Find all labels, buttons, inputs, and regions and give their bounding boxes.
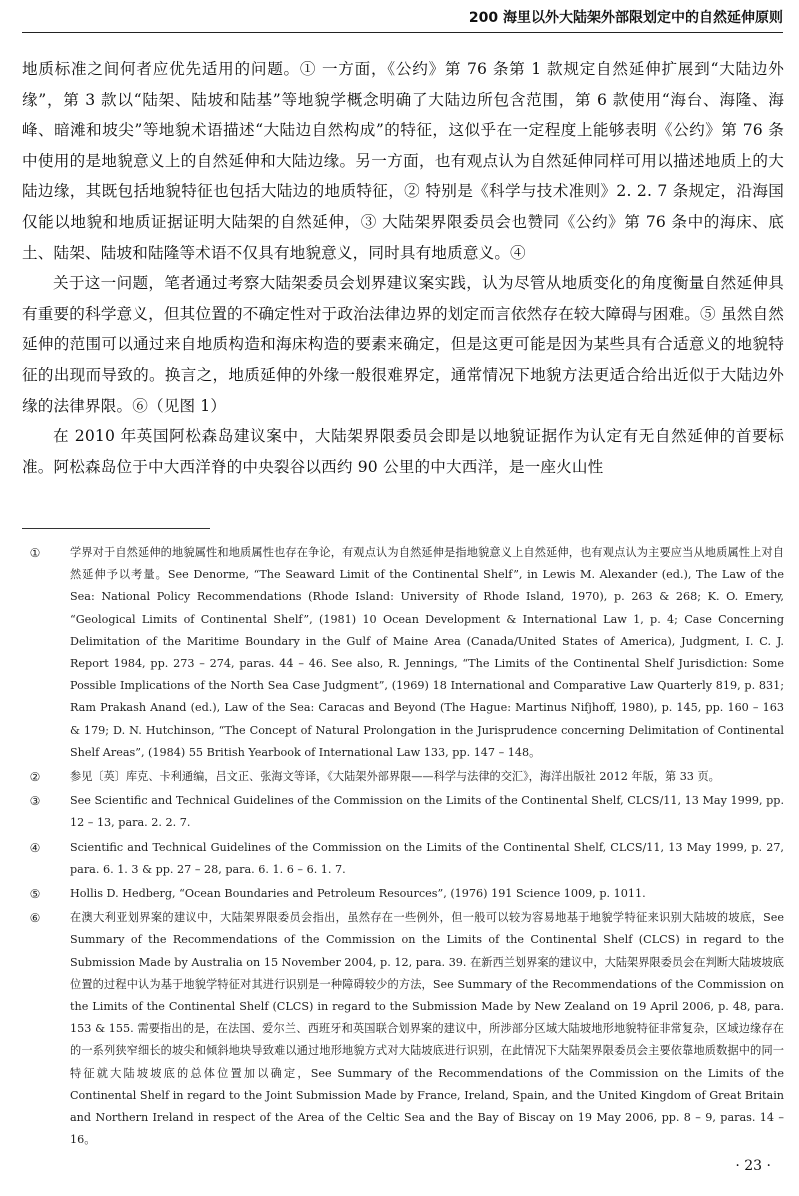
footnotes — [22, 542, 784, 1153]
footnote-6 — [22, 907, 784, 1151]
running-header — [22, 6, 783, 33]
footnote-1 — [22, 542, 784, 764]
footnote-text: See Scientific and Technical Guidelines of the Commission on the Limits of the Continental Shelf, CLCS/11, 13 May 1999, pp. 12 – 13, para. 2. 2. 7. — [70, 794, 784, 830]
footnote-text: Hollis D. Hedberg, “Ocean Boundaries and Petroleum Resources”, (1976) 191 Science 1009, p. 1011. — [70, 887, 646, 901]
footnote-2 — [22, 766, 784, 788]
footnote-number: ② — [29, 770, 41, 785]
footnote-number: ① — [29, 546, 41, 560]
main-text — [22, 54, 784, 482]
footnote-text: Scientific and Technical Guidelines of the Commission on the Limits of the Continental Shelf, CLCS/11, 13 May 1999, p. 27, para. 6. 1. 3 & pp. 27 – 28, para. 6. 1. 6 – 6. 1. 7. — [70, 840, 784, 876]
footnote-text: 参见〔英〕库克、卡利通编，吕文正、张海文等译，《大陆架外部界限——科学与法律的交汇》，海洋出版社 2012 年版，第 33 页。 — [70, 770, 720, 784]
footnote-number: ④ — [29, 840, 41, 855]
footnote-5 — [22, 883, 784, 905]
paragraph-3: 在 2010 年英国阿松森岛建议案中，大陆架界限委员会即是以地貌证据作为认定有无自然延伸的首要标准。阿松森岛位于中大西洋脊的中央裂谷以西约 90 公里的中大西洋，是一座火山性 — [22, 427, 784, 476]
footnote-number: ③ — [29, 794, 41, 809]
page-number: · 23 · — [735, 1158, 771, 1174]
footnote-text: 在澳大利亚划界案的建议中，大陆架界限委员会指出，虽然存在一些例外，但一般可以较为容易地基于地貌学特征来识别大陆坡的坡底，See Summary of the Recommendations of the Commission on the Limits of the Continental Shelf (CLCS) in regard to the Submission Made by Australia on 15 November 2004, p. 12, para. 39. 在新西兰划界案的建议中，大陆架界限委员会在判断大陆坡坡底位置的过程中认为基于地貌学特征对其进行识别是一种障碍较少的方法，See Summary of the Recommendations of the Commission on the Limits of the Continental Shelf (CLCS) in regard to the Submission Made by New Zealand on 19 April 2006, p. 48, para. 153 & 155. 需要指出的是，在法国、爱尔兰、西班牙和英国联合划界案的建议中，所涉部分区域大陆坡地形地貌特征非常复杂，区域边缘存在的一系列狭窄细长的坡尖和倾斜地块导致难以通过地形地貌方式对大陆坡底进行识别，在此情况下大陆架界限委员会主要依靠地质数据中的同一特征就大陆坡坡底的总体位置加以确定，See Summary of the Recommendations of the Commission on the Limits of the Continental Shelf in regard to the Joint Submission Made by France, Ireland, Spain, and the United Kingdom of Great Britain and Northern Ireland in respect of the Area of the Celtic Sea and the Bay of Biscay on 19 May 2006, pp. 8 – 9, paras. 14 – 16。 — [70, 911, 784, 1147]
footnote-3 — [22, 790, 784, 834]
footnote-separator — [22, 528, 210, 529]
running-title: 200 海里以外大陆架外部限划定中的自然延伸原则 — [468, 10, 783, 26]
footnote-4 — [22, 837, 784, 881]
paragraph-1: 地质标准之间何者应优先适用的问题。① 一方面，《公约》第 76 条第 1 款规定自然延伸扩展到“大陆边外缘”，第 3 款以“陆架、陆坡和陆基”等地貌学概念明确了大陆边所包含范围，第 6 款使用“海台、海隆、海峰、暗滩和坡尖”等地貌术语描述“大陆边自然构成”的特征，这似乎在一定程度上能够表明《公约》第 76 条中使用的是地貌意义上的自然延伸和大陆边缘。另一方面，也有观点认为自然延伸同样可用以描述地质上的大陆边缘，其既包括地貌特征也包括大陆边的地质特征，② 特别是《科学与技术准则》2. 2. 7 条规定，沿海国仅能以地貌和地质证据证明大陆架的自然延伸，③ 大陆架界限委员会也赞同《公约》第 76 条中的海床、底土、陆架、陆坡和陆隆等术语不仅具有地貌意义，同时具有地质意义。④ — [22, 60, 784, 262]
footnote-number: ⑤ — [29, 887, 41, 902]
paragraph-2: 关于这一问题，笔者通过考察大陆架委员会划界建议案实践，认为尽管从地质变化的角度衡量自然延伸具有重要的科学意义，但其位置的不确定性对于政治法律边界的划定而言依然存在较大障碍与困难。⑤ 虽然自然延伸的范围可以通过来自地质构造和海床构造的要素来确定，但是这更可能是因为某些具有合适意义的地貌特征的出现而导致的。换言之，地质延伸的外缘一般很难界定，通常情况下地貌方法更适合给出近似于大陆边外缘的法律界限。⑥（见图 1） — [22, 274, 784, 415]
footnote-text: 学界对于自然延伸的地貌属性和地质属性也存在争论，有观点认为自然延伸是指地貌意义上自然延伸，也有观点认为主要应当从地质属性上对自然延伸予以考量。See Denorme, “The Seaward Limit of the Continental Shelf”, in Lewis M. Alexander (ed.), The Law of the Sea: National Policy Recommendations (Rhode Island: University of Rhode Island, 1970), p. 263 & 268; K. O. Emery, “Geological Limits of Continental Shelf”, (1981) 10 Ocean Development & International Law 1, p. 4; Case Concerning Delimitation of the Maritime Boundary in the Gulf of Maine Area (Canada/United States of America), Judgment, I. C. J. Report 1984, pp. 273 – 274, paras. 44 – 46. See also, R. Jennings, “The Limits of the Continental Shelf Jurisdiction: Some Possible Implications of the North Sea Case Judgment”, (1969) 18 International and Comparative Law Quarterly 819, p. 831; Ram Prakash Anand (ed.), Law of the Sea: Caracas and Beyond (The Hague: Martinus Nifjhoff, 1980), p. 145, pp. 160 – 163 & 179; D. N. Hutchinson, “The Concept of Natural Prolongation in the Jurisprudence concerning Delimitation of Continental Shelf Areas”, (1984) 55 British Yearbook of International Law 133, pp. 147 – 148。 — [70, 546, 784, 759]
footnote-number: ⑥ — [29, 911, 41, 926]
